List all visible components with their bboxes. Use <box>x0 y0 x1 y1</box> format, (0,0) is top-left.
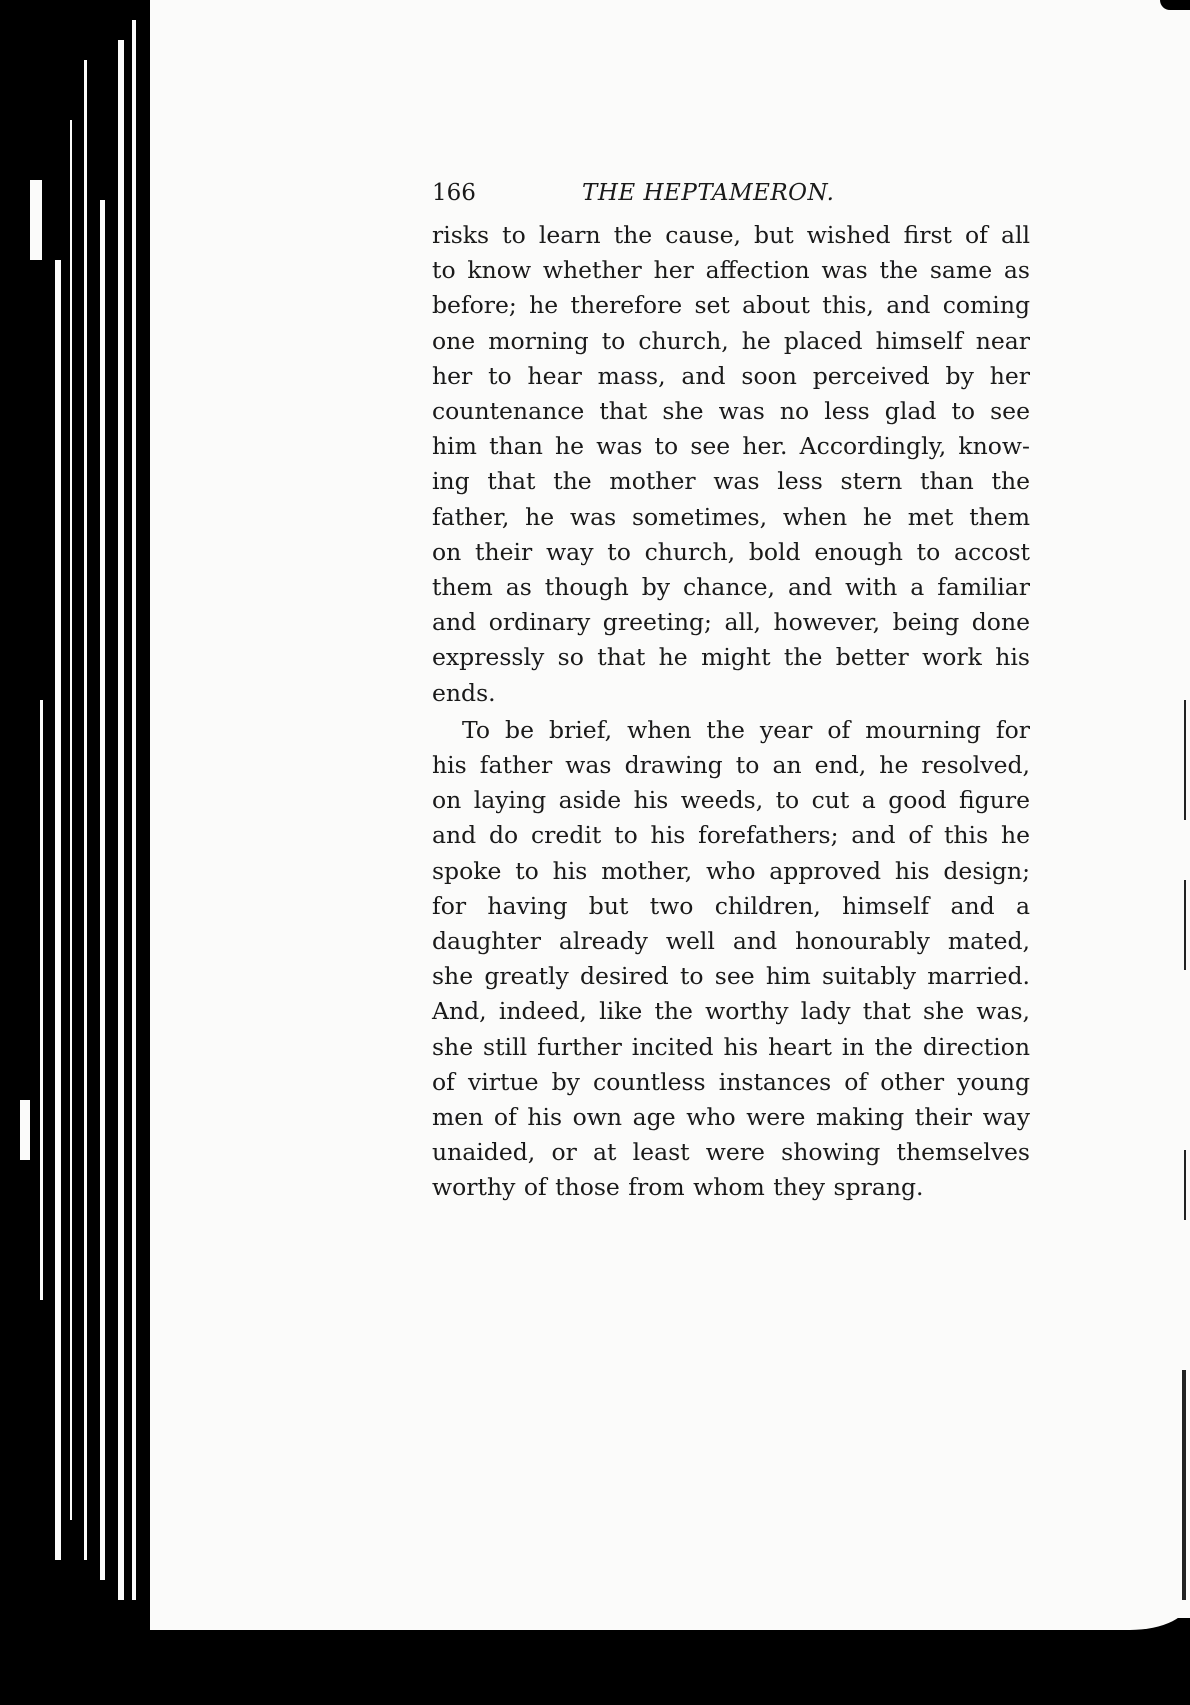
text-line: him than he was to see her. Accordingly, know- <box>432 432 1030 461</box>
text-line: of virtue by countless instances of other young <box>432 1067 1030 1096</box>
text-line: his father was drawing to an end, he resolved, <box>432 751 1030 780</box>
running-title: THE HEPTAMERON. <box>582 180 835 206</box>
text-line: ends. <box>432 678 496 707</box>
right-page-edge <box>1178 0 1190 1705</box>
text-line: expressly so that he might the better work his <box>432 643 1030 672</box>
text-line: And, indeed, like the worthy lady that she was, <box>432 997 1030 1026</box>
text-line: countenance that she was no less glad to see <box>432 397 1030 426</box>
text-line: father, he was sometimes, when he met them <box>432 502 1030 531</box>
paragraph-2 <box>432 713 1030 1206</box>
text-line: and do credit to his forefathers; and of this he <box>432 821 1030 850</box>
text-line: unaided, or at least were showing themselves <box>432 1138 1030 1167</box>
binding-edge <box>0 0 168 1705</box>
text-line: to know whether her affection was the same as <box>432 256 1030 285</box>
text-line: for having but two children, himself and a <box>432 891 1030 920</box>
text-line: and ordinary greeting; all, however, being done <box>432 608 1030 637</box>
text-line: risks to learn the cause, but wished first of all <box>432 221 1030 249</box>
running-head <box>432 178 1030 218</box>
text-line: worthy of those from whom they sprang. <box>432 1173 924 1202</box>
text-line: them as though by chance, and with a familiar <box>432 573 1030 602</box>
page-content <box>432 178 1030 1206</box>
text-line: she greatly desired to see him suitably married. <box>432 962 1030 991</box>
text-line: one morning to church, he placed himself near <box>432 326 1030 355</box>
text-line: on laying aside his weeds, to cut a good figure <box>432 786 1030 815</box>
bottom-shadow <box>0 1618 1190 1705</box>
corner-shadow <box>1160 0 1190 10</box>
text-line: she still further incited his heart in the direction <box>432 1032 1030 1061</box>
page-number: 166 <box>432 180 476 206</box>
text-line: daughter already well and honourably mated, <box>432 927 1030 956</box>
text-line: To be brief, when the year of mourning for <box>462 715 1030 744</box>
text-line: ing that the mother was less stern than the <box>432 467 1030 496</box>
text-line: her to hear mass, and soon perceived by her <box>432 361 1030 390</box>
text-line: spoke to his mother, who approved his design; <box>432 856 1030 885</box>
text-line: men of his own age who were making their way <box>432 1103 1030 1132</box>
text-line: before; he therefore set about this, and coming <box>432 291 1030 320</box>
paragraph-1 <box>432 218 1030 711</box>
text-line: on their way to church, bold enough to accost <box>432 537 1030 566</box>
